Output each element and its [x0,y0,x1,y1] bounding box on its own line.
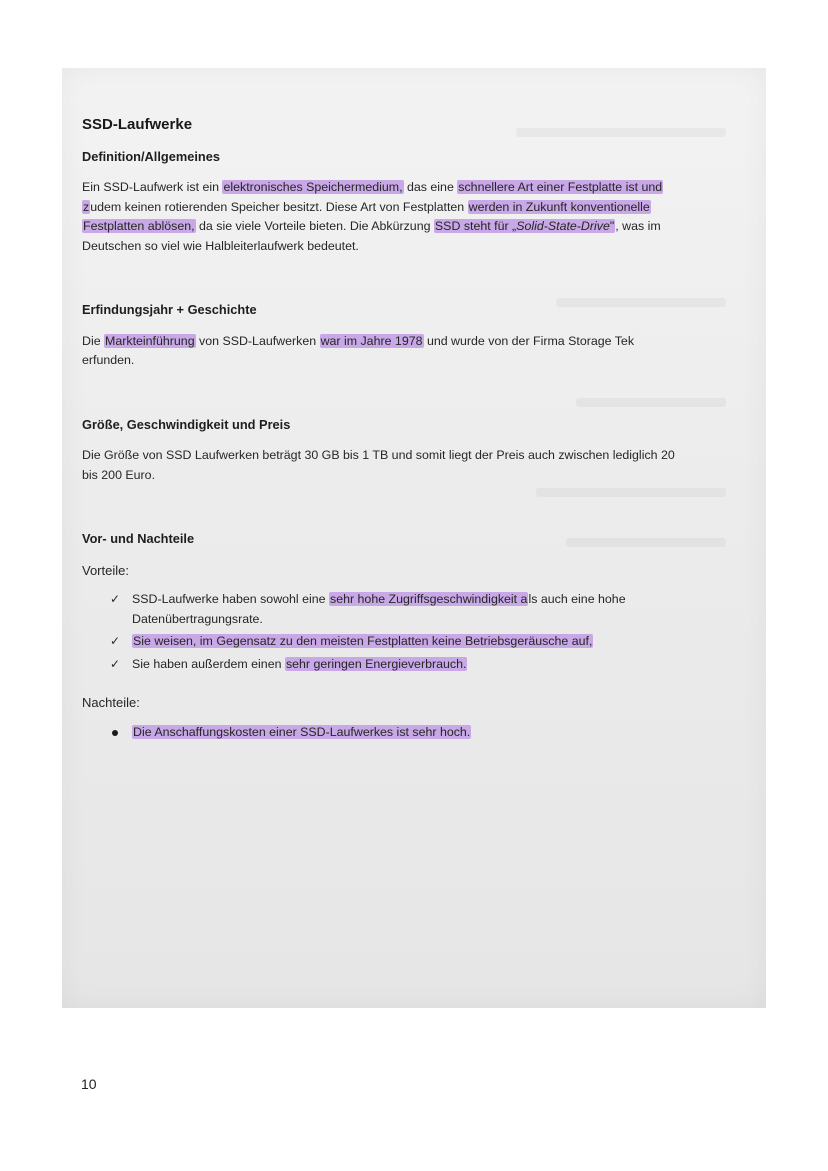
page-number: 10 [81,1076,97,1092]
cons-list [110,723,682,743]
definition-paragraph [82,178,682,256]
bullet-icon [112,730,118,736]
text-run: Sie haben außerdem einen [132,656,285,671]
pros-list [110,590,682,674]
text-run: da sie viele Vorteile bieten. Die Abkürzung [195,219,434,233]
cons-label: Nachteile: [82,695,140,710]
text-run: das eine [403,180,458,194]
list-item [110,590,682,629]
highlight: sehr geringen Energieverbrauch. [285,656,467,671]
text-run: Die [82,333,105,348]
text-run: , was im Deutschen so viel wie Halbleiterlaufwerk bedeutet. [82,219,661,253]
check-icon: ✓ [110,656,121,671]
text-run: udem keinen rotierenden Speicher besitzt. Diese Art von Festplatten [90,199,468,214]
list-item [110,632,682,652]
text-run: und wurde von der Firma Storage Tek erfunden. [82,333,635,367]
highlight: war im Jahre 1978 [320,333,423,348]
history-paragraph [82,332,682,371]
highlight: elektronisches Speichermedium, [223,180,403,194]
size-price-paragraph: Die Größe von SSD Laufwerken beträgt 30 GB bis 1 TB und somit liegt der Preis auch zwischen lediglich 20 bis 200 Euro. [82,448,675,482]
highlight: Sie weisen, im Gegensatz zu den meisten Festplatten keine Betriebsgeräusche auf, [133,634,593,648]
text-run: von SSD-Laufwerken [195,333,320,348]
section-heading-definition: Definition/Allgemeines [82,148,220,164]
section-heading-history: Erfindungsjahr + Geschichte [82,302,257,317]
document-title: SSD-Laufwerke [82,116,193,133]
text-run: SSD-Laufwerke haben sowohl eine [132,592,329,606]
highlight: Die Anschaffungskosten einer SSD-Laufwerkes ist sehr hoch. [133,724,471,739]
highlight [434,219,615,233]
check-icon: ✓ [110,634,121,648]
text-run: " [609,219,615,233]
section-heading-size-price: Größe, Geschwindigkeit und Preis [82,416,291,432]
scanned-page [62,68,766,1008]
italic-term: Solid-State-Drive [516,219,610,233]
list-item [110,655,682,675]
pros-label: Vorteile: [82,562,129,578]
text-run: Ein SSD-Laufwerk ist ein [82,180,223,194]
highlight: Markteinführung [105,333,195,348]
check-icon: ✓ [110,592,121,606]
document-content [82,115,682,745]
highlight: schnellere Art einer Festplatte ist und z [83,180,663,214]
list-item [110,723,682,743]
highlight: werden in Zukunft konventionelle Festplatten ablösen, [83,199,650,233]
section-heading-pros-cons: Vor- und Nachteile [82,531,195,546]
highlight: sehr hohe Zugriffsgeschwindigkeit a [330,592,528,606]
text-run: ls auch eine hohe Datenübertragungsrate. [132,592,626,626]
text-run: SSD steht für „ [434,219,517,233]
